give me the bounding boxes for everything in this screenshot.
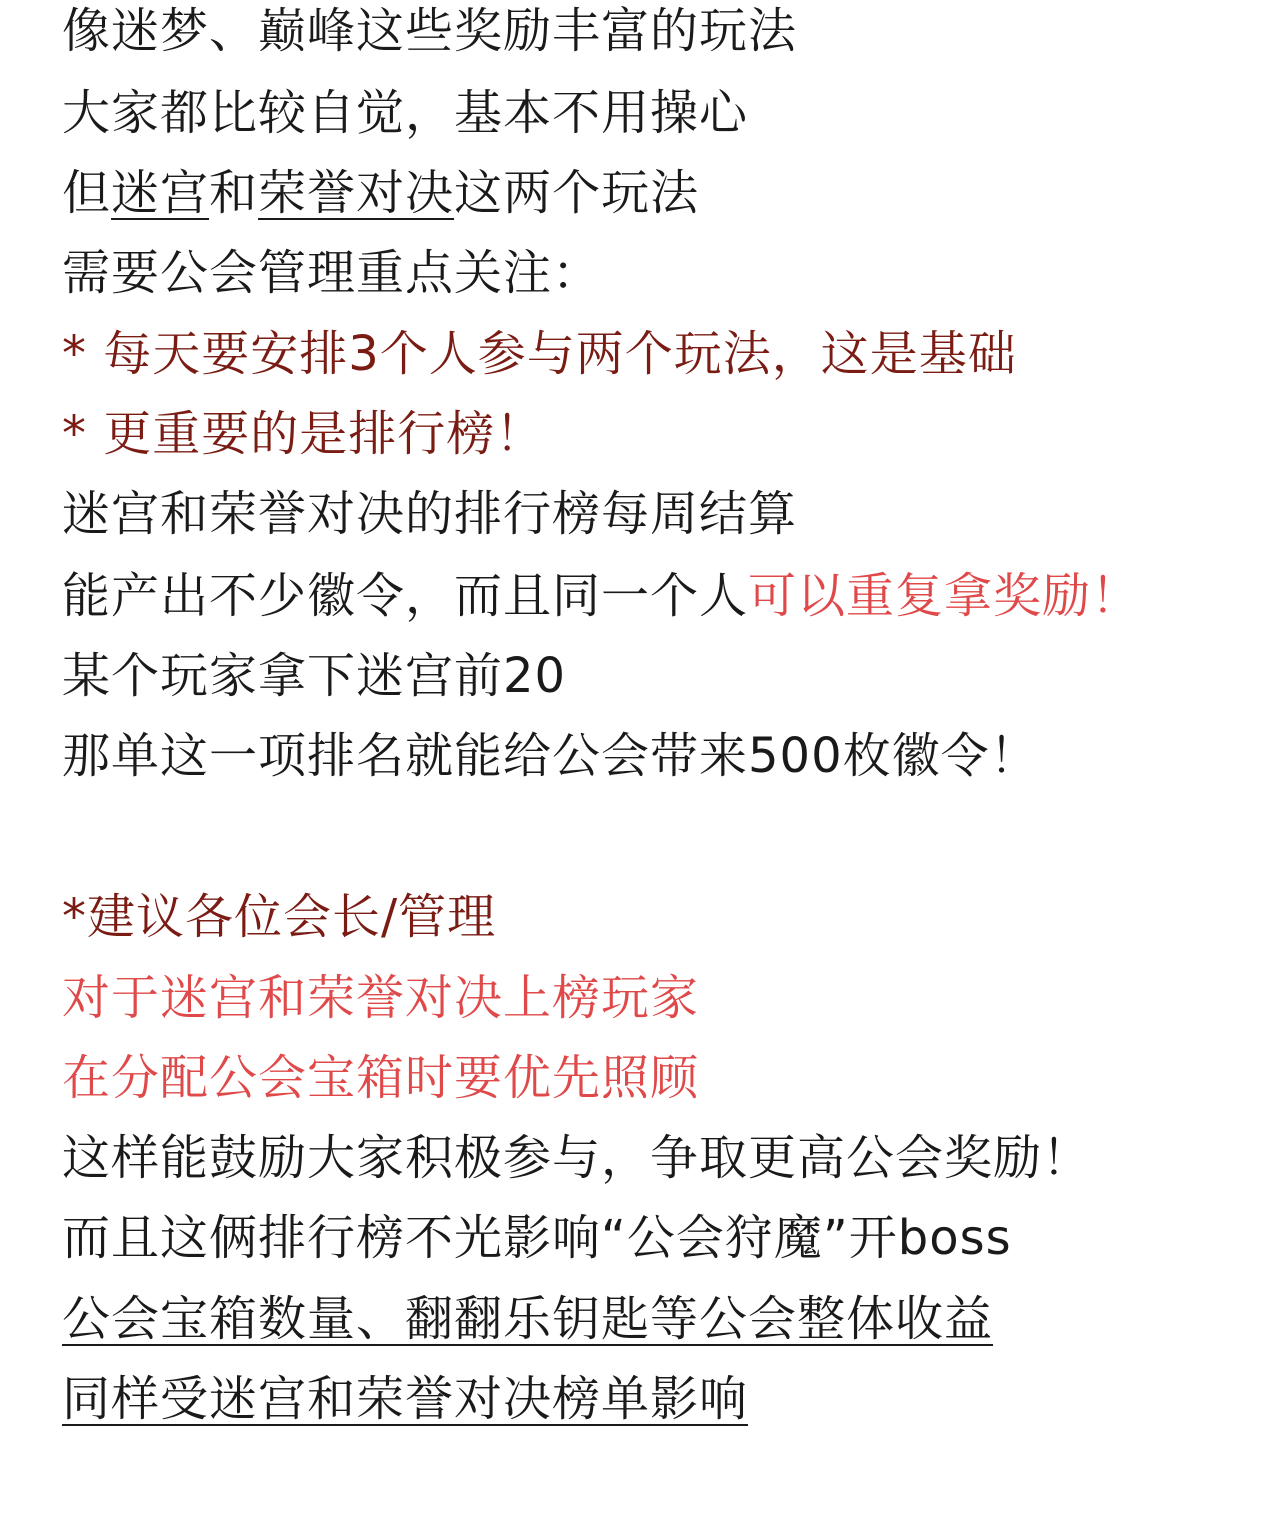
text-segment: 但 [62,165,112,221]
text-line-8 [62,555,1140,637]
text-line-3 [62,152,699,234]
bullet-line-1: * 每天要安排3个人参与两个玩法，这是基础 [62,326,1017,382]
underlined-text: 同样受迷宫和荣誉对决榜单影响 [62,1371,749,1427]
text-line-14: 这样能鼓励大家积极参与，争取更高公会奖励！ [62,1130,1092,1186]
underlined-term-maze: 迷宫 [111,165,210,221]
highlight-line-2: 在分配公会宝箱时要优先照顾 [62,1050,700,1106]
text-line-9: 某个玩家拿下迷宫前20 [62,648,567,704]
text-line-2: 大家都比较自觉，基本不用操心 [62,85,749,141]
bullet-line-2: * 更重要的是排行榜！ [62,406,545,462]
text-line-1: 像迷梦、巅峰这些奖励丰富的玩法 [62,3,798,59]
underlined-term-honor-duel: 荣誉对决 [258,165,455,221]
text-line-15: 而且这俩排行榜不光影响“公会狩魔”开boss [62,1210,1012,1266]
text-segment: 能产出不少徽令，而且同一个人 [62,568,749,624]
underlined-text: 公会宝箱数量、翻翻乐钥匙等公会整体收益 [62,1291,994,1347]
text-segment: 和 [209,165,259,221]
highlight-line-1: 对于迷宫和荣誉对决上榜玩家 [62,970,700,1026]
text-line-4: 需要公会管理重点关注： [62,245,602,301]
text-segment: 这两个玩法 [454,165,700,221]
text-line-16 [62,1278,993,1360]
highlight-text: 可以重复拿奖励！ [748,568,1141,624]
text-line-10: 那单这一项排名就能给公会带来500枚徽令！ [62,728,1039,784]
suggestion-heading: *建议各位会长/管理 [62,889,497,945]
text-line-7: 迷宫和荣誉对决的排行榜每周结算 [62,486,798,542]
text-line-17 [62,1358,748,1440]
